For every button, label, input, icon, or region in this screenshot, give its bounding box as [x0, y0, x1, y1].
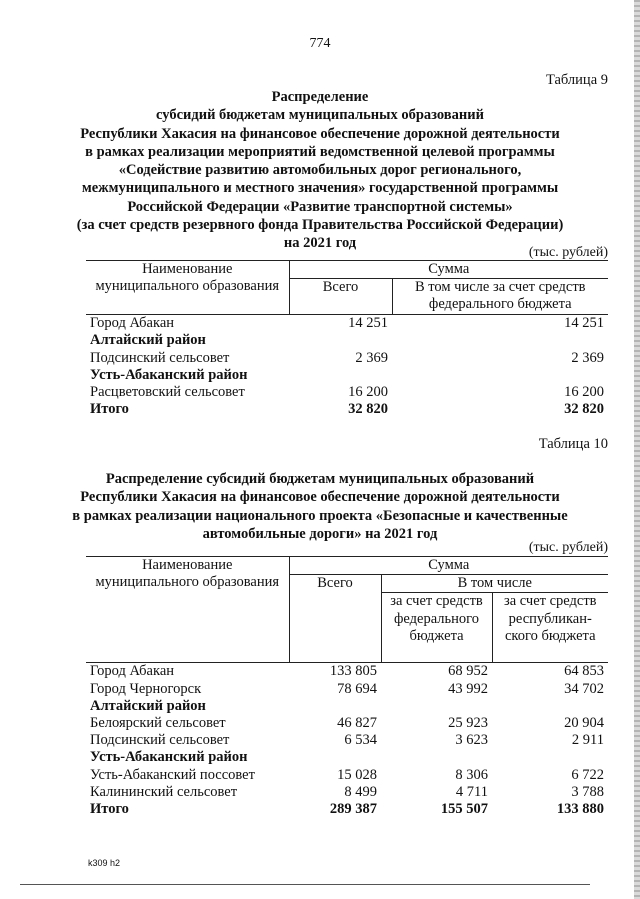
- title-line: в рамках реализации мероприятий ведомственной целевой программы: [85, 143, 555, 160]
- cell-total: 8 499: [344, 783, 377, 800]
- table-row: [86, 715, 608, 732]
- table10-title: [70, 470, 570, 543]
- cell-federal: [381, 749, 492, 766]
- table-row: [86, 384, 608, 401]
- title-line: «Содействие развитию автомобильных дорог регионального,: [118, 162, 522, 179]
- cell-name: Подсинский сельсовет: [90, 349, 230, 366]
- cell-name: Белоярский сельсовет: [90, 715, 226, 732]
- table-row: [86, 350, 608, 367]
- cell-federal: [381, 698, 492, 715]
- cell-total: 14 251: [348, 315, 388, 332]
- table10-header-republican: за счет средств республикан-ского бюджета: [492, 593, 608, 663]
- table-row: [86, 784, 608, 801]
- cell-name: Расцветовский сельсовет: [90, 384, 245, 401]
- table9-title: [70, 88, 570, 253]
- bottom-rule: [20, 884, 590, 885]
- cell-republican: 133 880: [556, 801, 605, 818]
- cell-total: [289, 332, 392, 349]
- cell-total: 2 369: [355, 349, 388, 366]
- footer-code: k309 h2: [88, 858, 121, 868]
- cell-republican: 64 853: [564, 663, 605, 680]
- cell-name: Итого: [90, 401, 129, 418]
- cell-name: Город Абакан: [90, 663, 175, 680]
- cell-total: 16 200: [348, 384, 388, 401]
- table10-header-sum: Сумма: [289, 557, 608, 575]
- cell-republican: 2 911: [571, 732, 605, 749]
- title-line: Республики Хакасия на финансовое обеспечение дорожной деятельности: [80, 125, 560, 142]
- table9-body: [86, 315, 608, 419]
- title-line: (за счет средств резервного фонда Правительства Российской Федерации): [76, 217, 564, 234]
- cell-total: 6 534: [344, 732, 377, 749]
- title-line: Распределение субсидий бюджетам муниципальных образований: [105, 471, 535, 487]
- table-row: [86, 732, 608, 749]
- cell-total: 32 820: [348, 401, 388, 418]
- cell-name: Усть-Абаканский район: [90, 749, 248, 766]
- cell-total: 289 387: [329, 801, 377, 818]
- title-line: межмуниципального и местного значения» государственной программы: [81, 180, 559, 197]
- cell-federal: 8 306: [455, 766, 488, 783]
- page-number: 774: [309, 36, 331, 51]
- table9-units: (тыс. рублей): [528, 245, 608, 260]
- table10-header-including: В том числе: [381, 575, 608, 593]
- cell-federal: 25 923: [448, 715, 488, 732]
- title-line: в рамках реализации национального проекта «Безопасные и качественные: [72, 507, 568, 524]
- table9-header-federal: В том числе за счет средств федерального бюджета: [392, 279, 608, 315]
- cell-name: Город Абакан: [90, 315, 175, 332]
- table-row-bold: [86, 698, 608, 715]
- scan-edge: [634, 0, 640, 899]
- cell-republican: [492, 749, 608, 766]
- table9: [86, 260, 608, 418]
- title-line: субсидий бюджетам муниципальных образований: [156, 107, 484, 124]
- table10-header-total: Всего: [289, 575, 381, 663]
- table-row: [86, 681, 608, 698]
- cell-federal: 155 507: [440, 801, 488, 818]
- cell-name: Город Черногорск: [90, 680, 202, 697]
- cell-total: 46 827: [337, 715, 377, 732]
- cell-republican: 34 702: [564, 680, 605, 697]
- table10-body: [86, 663, 608, 818]
- title-line: на 2021 год: [283, 235, 357, 252]
- title-line: автомобильные дороги» на 2021 год: [202, 525, 438, 542]
- cell-name: Подсинский сельсовет: [90, 732, 230, 749]
- cell-total: [289, 698, 381, 715]
- table9-header-sum: Сумма: [289, 261, 608, 279]
- table10-header-federal: за счет средств федерального бюджета: [381, 593, 492, 663]
- cell-total: [289, 367, 392, 384]
- cell-republican: 20 904: [564, 715, 605, 732]
- cell-name: Калининский сельсовет: [90, 783, 238, 800]
- table9-label: Таблица 9: [545, 72, 608, 88]
- cell-republican: 3 788: [571, 783, 605, 800]
- cell-federal: 4 711: [455, 783, 488, 800]
- cell-total: 15 028: [337, 766, 377, 783]
- table10-label: Таблица 10: [538, 436, 608, 452]
- table10-header-name: Наименование муниципального образования: [86, 557, 289, 663]
- table-row: [86, 767, 608, 784]
- cell-federal: 68 952: [448, 663, 488, 680]
- cell-name: Алтайский район: [90, 332, 206, 349]
- cell-federal: [392, 367, 608, 384]
- table-row-bold: [86, 367, 608, 384]
- table9-header-total: Всего: [289, 279, 392, 315]
- cell-republican: [492, 698, 608, 715]
- cell-federal: 32 820: [564, 401, 604, 418]
- table-row: [86, 663, 608, 681]
- cell-name: Итого: [90, 801, 129, 818]
- cell-federal: 16 200: [564, 384, 604, 401]
- cell-total: 78 694: [337, 680, 377, 697]
- cell-federal: 3 623: [455, 732, 488, 749]
- table-row-bold: [86, 801, 608, 818]
- cell-total: 133 805: [329, 663, 377, 680]
- title-line: Российской Федерации «Развитие транспортной системы»: [127, 198, 513, 215]
- cell-federal: 43 992: [448, 680, 488, 697]
- title-line: Республики Хакасия на финансовое обеспечение дорожной деятельности: [80, 489, 560, 506]
- cell-federal: [392, 332, 608, 349]
- table-row-bold: [86, 749, 608, 766]
- cell-name: Усть-Абаканский поссовет: [90, 766, 255, 783]
- cell-republican: 6 722: [571, 766, 605, 783]
- table-row-bold: [86, 401, 608, 418]
- table-row: [86, 315, 608, 333]
- table-row-bold: [86, 332, 608, 349]
- cell-name: Усть-Абаканский район: [90, 366, 248, 383]
- table10: [86, 556, 608, 818]
- cell-total: [289, 749, 381, 766]
- cell-federal: 2 369: [571, 349, 604, 366]
- table10-units: (тыс. рублей): [528, 540, 608, 555]
- title-line: Распределение: [271, 89, 369, 105]
- cell-federal: 14 251: [564, 315, 604, 332]
- cell-name: Алтайский район: [90, 697, 206, 714]
- table9-header-name: Наименование муниципального образования: [86, 261, 289, 315]
